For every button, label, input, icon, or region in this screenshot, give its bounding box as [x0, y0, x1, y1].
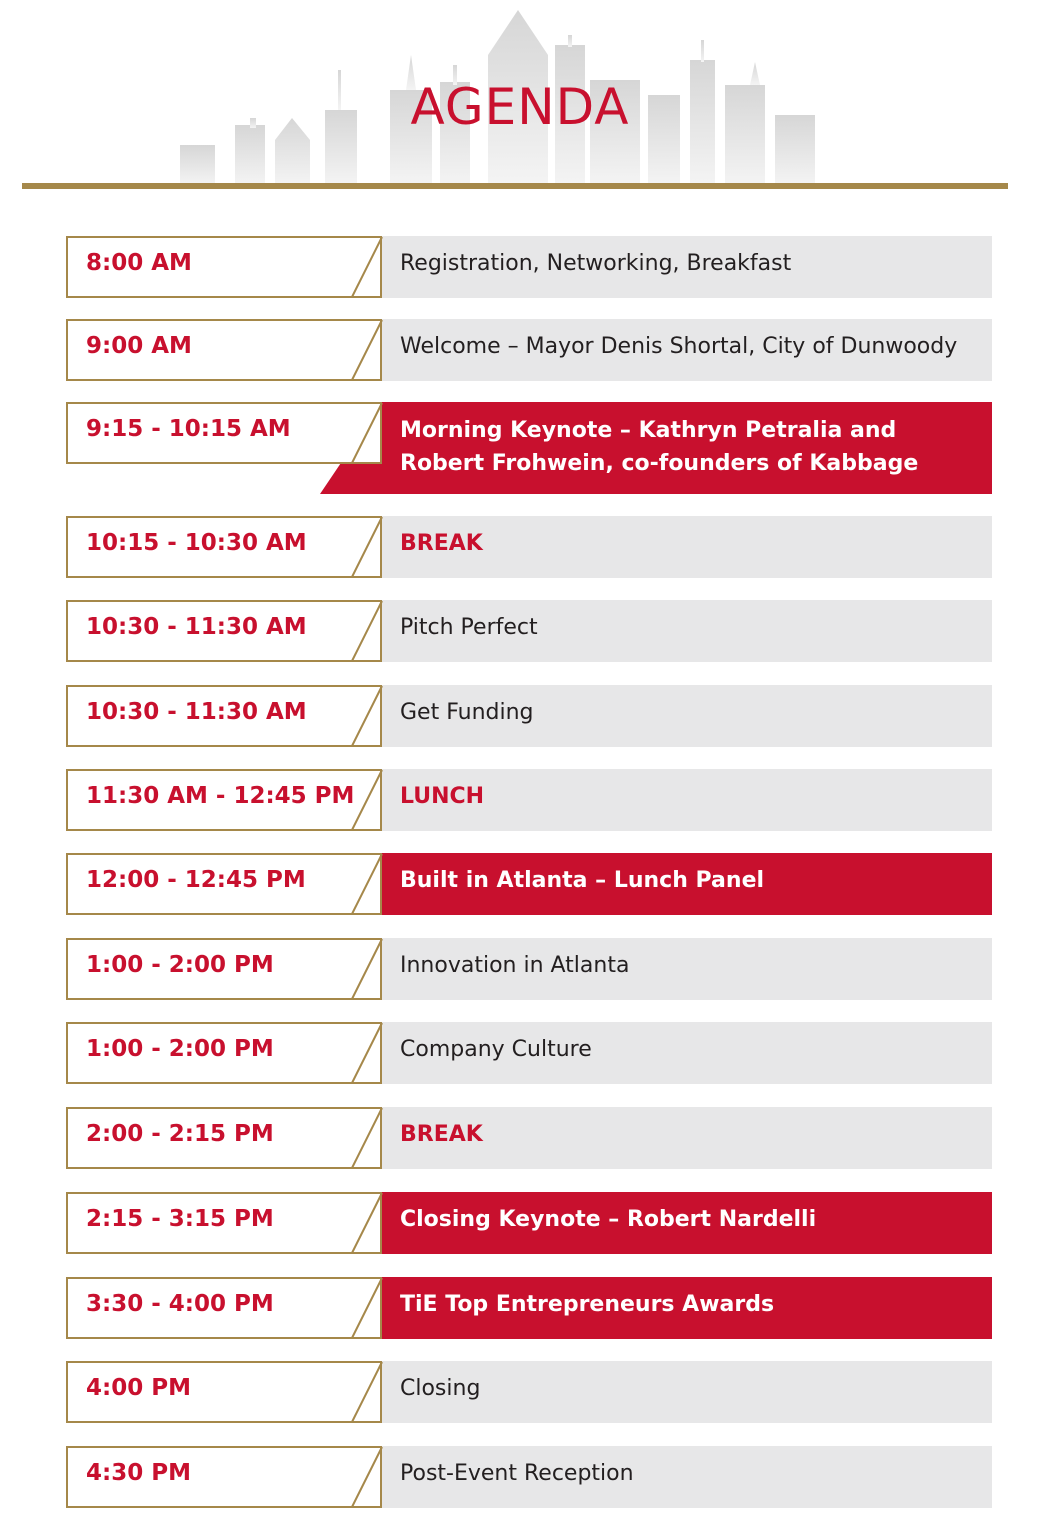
event-title: Company Culture [400, 1037, 592, 1062]
time-label: 9:00 AM [86, 333, 192, 359]
agenda-row [66, 769, 992, 831]
event-title: Pitch Perfect [400, 615, 538, 640]
agenda-row [66, 1361, 992, 1423]
event-title: LUNCH [400, 784, 485, 809]
event-title: Post-Event Reception [400, 1461, 634, 1486]
time-label: 10:30 - 11:30 AM [86, 699, 307, 725]
time-label: 12:00 - 12:45 PM [86, 867, 306, 893]
time-label: 2:15 - 3:15 PM [86, 1206, 274, 1232]
gold-slash-divider [350, 938, 384, 1000]
event-title: BREAK [400, 531, 483, 556]
agenda-row [66, 1022, 992, 1084]
agenda-row [66, 938, 992, 1000]
time-label: 9:15 - 10:15 AM [86, 416, 291, 442]
gold-slash-divider [350, 402, 384, 464]
event-title: Closing Keynote – Robert Nardelli [400, 1207, 817, 1232]
agenda-row [66, 853, 992, 915]
gold-slash-divider [350, 769, 384, 831]
event-title: Closing [400, 1376, 481, 1401]
gold-slash-divider [350, 1107, 384, 1169]
agenda-row [66, 1277, 992, 1339]
page-title: AGENDA [410, 78, 630, 136]
agenda-row [66, 1192, 992, 1254]
time-label: 4:00 PM [86, 1375, 191, 1401]
agenda-row [66, 516, 992, 578]
gold-slash-divider [350, 1446, 384, 1508]
time-label: 1:00 - 2:00 PM [86, 952, 274, 978]
gold-slash-divider [350, 1361, 384, 1423]
title-divider [22, 183, 1008, 189]
agenda-row [66, 319, 992, 381]
gold-slash-divider [350, 1277, 384, 1339]
gold-slash-divider [350, 1022, 384, 1084]
time-label: 11:30 AM - 12:45 PM [86, 783, 355, 809]
event-title: Morning Keynote – Kathryn Petralia and Robert Frohwein, co-founders of Kabbage [400, 418, 919, 476]
event-title: Welcome – Mayor Denis Shortal, City of Dunwoody [400, 334, 958, 359]
event-title: Innovation in Atlanta [400, 953, 630, 978]
event-title: Get Funding [400, 700, 534, 725]
time-label: 8:00 AM [86, 250, 192, 276]
event-title: BREAK [400, 1122, 483, 1147]
gold-slash-divider [350, 236, 384, 298]
agenda-row [66, 600, 992, 662]
time-label: 1:00 - 2:00 PM [86, 1036, 274, 1062]
gold-slash-divider [350, 516, 384, 578]
gold-slash-divider [350, 853, 384, 915]
event-title: TiE Top Entrepreneurs Awards [400, 1292, 775, 1317]
time-label: 2:00 - 2:15 PM [86, 1121, 274, 1147]
time-label: 4:30 PM [86, 1460, 191, 1486]
agenda-row [66, 402, 992, 494]
event-title: Built in Atlanta – Lunch Panel [400, 868, 765, 893]
gold-slash-divider [350, 600, 384, 662]
agenda-row [66, 1446, 992, 1508]
agenda-row [66, 236, 992, 298]
gold-slash-divider [350, 1192, 384, 1254]
time-label: 10:15 - 10:30 AM [86, 530, 307, 556]
time-label: 3:30 - 4:00 PM [86, 1291, 274, 1317]
agenda-row [66, 1107, 992, 1169]
gold-slash-divider [350, 685, 384, 747]
time-label: 10:30 - 11:30 AM [86, 614, 307, 640]
gold-slash-divider [350, 319, 384, 381]
agenda-row [66, 685, 992, 747]
event-title: Registration, Networking, Breakfast [400, 251, 792, 276]
